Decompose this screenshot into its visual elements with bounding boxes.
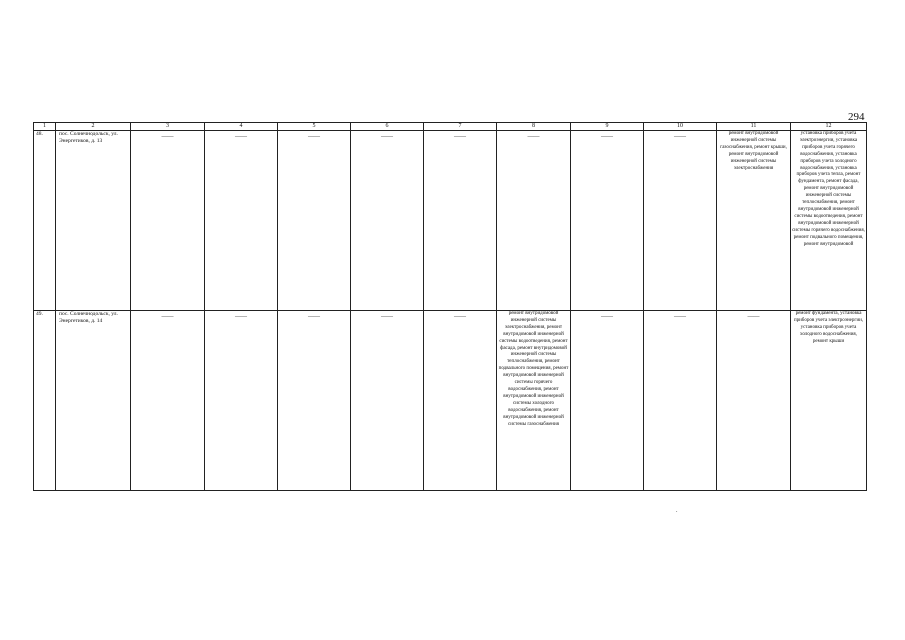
repair-register-table xyxy=(33,122,867,491)
table-row xyxy=(34,131,867,311)
empty-cell: —— xyxy=(424,131,497,311)
empty-cell: —— xyxy=(278,131,351,311)
column-header: 1 xyxy=(34,123,56,131)
table-row xyxy=(34,311,867,491)
row-number: 48. xyxy=(34,131,56,311)
empty-cell: —— xyxy=(571,311,644,491)
column-header: 4 xyxy=(205,123,278,131)
empty-cell: —— xyxy=(497,131,571,311)
empty-cell: —— xyxy=(424,311,497,491)
row-address: пос. Солнечнодольск, ул. Энергетиков, д. 13 xyxy=(56,131,131,311)
column-header: 3 xyxy=(131,123,205,131)
row-address: пос. Солнечнодольск, ул. Энергетиков, д. 14 xyxy=(56,311,131,491)
empty-cell: —— xyxy=(278,311,351,491)
work-list-cell: ремонт внутридомовой инженерной системы газоснабжения, ремонт крыши, ремонт внутридомовой инженерной системы электроснабжения xyxy=(717,131,791,311)
row-number: 49. xyxy=(34,311,56,491)
column-header: 6 xyxy=(351,123,424,131)
column-header: 9 xyxy=(571,123,644,131)
column-header: 5 xyxy=(278,123,351,131)
empty-cell: —— xyxy=(131,311,205,491)
page-number: 294 xyxy=(848,111,865,123)
work-list-cell: ремонт фундамента, установка приборов учета электроэнергии, установка приборов учета холодного водоснабжения, ремонт крыши xyxy=(791,311,867,491)
work-list-cell: ремонт внутридомовой инженерной системы электроснабжения, ремонт внутридомовой инженерной системы водоотведения, ремонт фасада, ремонт внутридомовой инженерной системы теплоснабжения, ремонт подвального помещения, ремонт внутридомовой инженерной системы горячего водоснабжения, ремонт внутридомовой инженерной системы холодного водоснабжения, ремонт внутридомовой инженерной системы газоснабжения xyxy=(497,311,571,491)
column-header: 12 xyxy=(791,123,867,131)
column-header: 10 xyxy=(644,123,717,131)
column-header: 7 xyxy=(424,123,497,131)
column-header: 11 xyxy=(717,123,791,131)
empty-cell: —— xyxy=(571,131,644,311)
empty-cell: —— xyxy=(717,311,791,491)
work-list-cell: установка приборов учета электроэнергии, установка приборов учета горячего водоснабжения, установка приборов учета холодного водоснабжения, установка приборов учета тепла, ремонт фундамента, ремонт фасада, ремонт внутридомовой инженерной системы теплоснабжения, ремонт внутридомовой инженерной системы водоотведения, ремонт внутридомовой инженерной системы горячего водоснабжения, ремонт подвального помещения, ремонт внутридомовой xyxy=(791,131,867,311)
empty-cell: —— xyxy=(205,131,278,311)
empty-cell: —— xyxy=(351,131,424,311)
empty-cell: —— xyxy=(131,131,205,311)
column-number-row xyxy=(34,123,867,131)
empty-cell: —— xyxy=(205,311,278,491)
empty-cell: —— xyxy=(351,311,424,491)
column-header: 8 xyxy=(497,123,571,131)
empty-cell: —— xyxy=(644,311,717,491)
empty-cell: —— xyxy=(644,131,717,311)
footer-mark: . xyxy=(676,508,678,514)
column-header: 2 xyxy=(56,123,131,131)
